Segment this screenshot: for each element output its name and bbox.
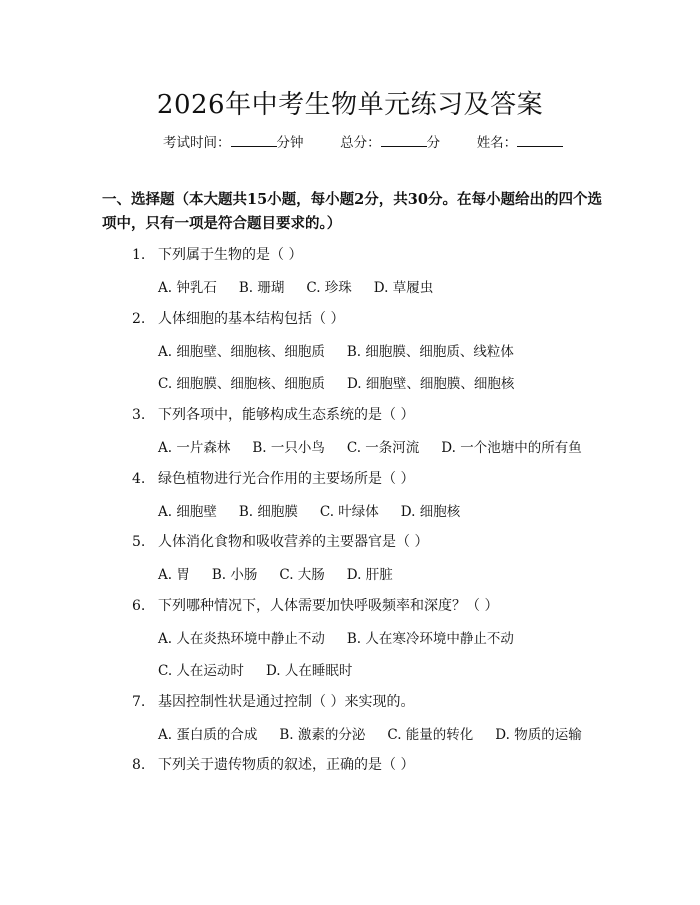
question-number: 7. — [132, 694, 146, 710]
question-text: 下列属于生物的是（ ） — [158, 247, 303, 263]
time-label: 考试时间： — [163, 135, 231, 151]
question-number: 8. — [132, 757, 146, 773]
score-label: 总分： — [340, 135, 381, 151]
page-title: 2026年中考生物单元练习及答案 — [156, 90, 544, 120]
option-c: C. 叶绿体 — [319, 504, 379, 520]
time-blank — [231, 134, 277, 147]
question-5-options — [158, 563, 393, 583]
question-7-options — [158, 723, 582, 743]
option-b: B. 珊瑚 — [238, 280, 285, 296]
question-1 — [132, 244, 302, 264]
option-a: A. 细胞壁、细胞核、细胞质 — [158, 344, 325, 360]
option-c: C. 一条河流 — [346, 440, 420, 456]
option-d: D. 物质的运输 — [495, 727, 582, 743]
option-d: D. 人在睡眠时 — [265, 663, 353, 679]
question-text: 人体细胞的基本结构包括（ ） — [158, 311, 345, 327]
name-label: 姓名： — [476, 135, 518, 151]
option-b: B. 细胞膜、细胞质、线粒体 — [346, 344, 514, 360]
option-a: A. 一片森林 — [158, 440, 231, 456]
question-text: 基因控制性状是通过控制（ ）来实现的。 — [158, 694, 415, 710]
option-a: A. 胃 — [158, 567, 190, 583]
question-6-options-row-1 — [158, 627, 514, 647]
question-4 — [132, 468, 414, 488]
exam-meta-line — [163, 131, 563, 151]
question-number: 4. — [132, 471, 146, 487]
question-6-options-row-2 — [158, 659, 352, 679]
option-d: D. 细胞壁、细胞膜、细胞核 — [346, 376, 515, 392]
question-number: 2. — [132, 311, 146, 327]
section-heading: 一、选择题（本大题共15小题，每小题2分，共30分。在每小题给出的四个选项中，只有一项是符合题目要求的。） — [102, 191, 602, 232]
question-5 — [132, 531, 428, 551]
option-c: C. 能量的转化 — [387, 727, 474, 743]
option-b: B. 人在寒冷环境中静止不动 — [346, 631, 514, 647]
question-3 — [132, 404, 414, 424]
question-number: 1. — [132, 247, 146, 263]
option-c: C. 细胞膜、细胞核、细胞质 — [158, 376, 325, 392]
name-blank — [517, 134, 563, 147]
option-c: C. 珍珠 — [306, 280, 352, 296]
option-b: B. 小肠 — [211, 567, 258, 583]
option-b: B. 激素的分泌 — [279, 727, 366, 743]
question-2-options-row-2 — [158, 372, 514, 392]
question-text: 下列关于遗传物质的叙述，正确的是（ ） — [158, 757, 415, 773]
option-d: D. 肝脏 — [346, 567, 393, 583]
question-text: 下列各项中，能够构成生态系统的是（ ） — [158, 407, 415, 423]
option-a: A. 钟乳石 — [158, 280, 217, 296]
option-b: B. 细胞膜 — [238, 504, 298, 520]
option-d: D. 草履虫 — [373, 280, 434, 296]
question-6 — [132, 595, 498, 615]
question-number: 3. — [132, 407, 146, 423]
question-number: 5. — [132, 534, 146, 550]
question-7 — [132, 691, 414, 711]
score-unit: 分 — [426, 135, 441, 151]
time-unit: 分钟 — [276, 135, 304, 151]
score-blank — [381, 134, 427, 147]
question-text: 下列哪种情况下，人体需要加快呼吸频率和深度？（ ） — [158, 598, 499, 614]
question-2 — [132, 308, 344, 328]
option-b: B. 一只小鸟 — [252, 440, 325, 456]
option-a: A. 人在炎热环境中静止不动 — [158, 631, 325, 647]
option-c: C. 人在运动时 — [158, 663, 244, 679]
option-a: A. 蛋白质的合成 — [158, 727, 258, 743]
question-8 — [132, 754, 414, 774]
option-d: D. 一个池塘中的所有鱼 — [441, 440, 582, 456]
question-number: 6. — [132, 598, 146, 614]
question-text: 人体消化食物和吸收营养的主要器官是（ ） — [158, 534, 429, 550]
question-2-options-row-1 — [158, 340, 514, 360]
question-4-options — [158, 500, 460, 520]
question-1-options — [158, 276, 433, 296]
question-3-options — [158, 436, 582, 456]
question-text: 绿色植物进行光合作用的主要场所是（ ） — [158, 471, 415, 487]
option-c: C. 大肠 — [279, 567, 325, 583]
option-d: D. 细胞核 — [400, 504, 461, 520]
option-a: A. 细胞壁 — [158, 504, 217, 520]
